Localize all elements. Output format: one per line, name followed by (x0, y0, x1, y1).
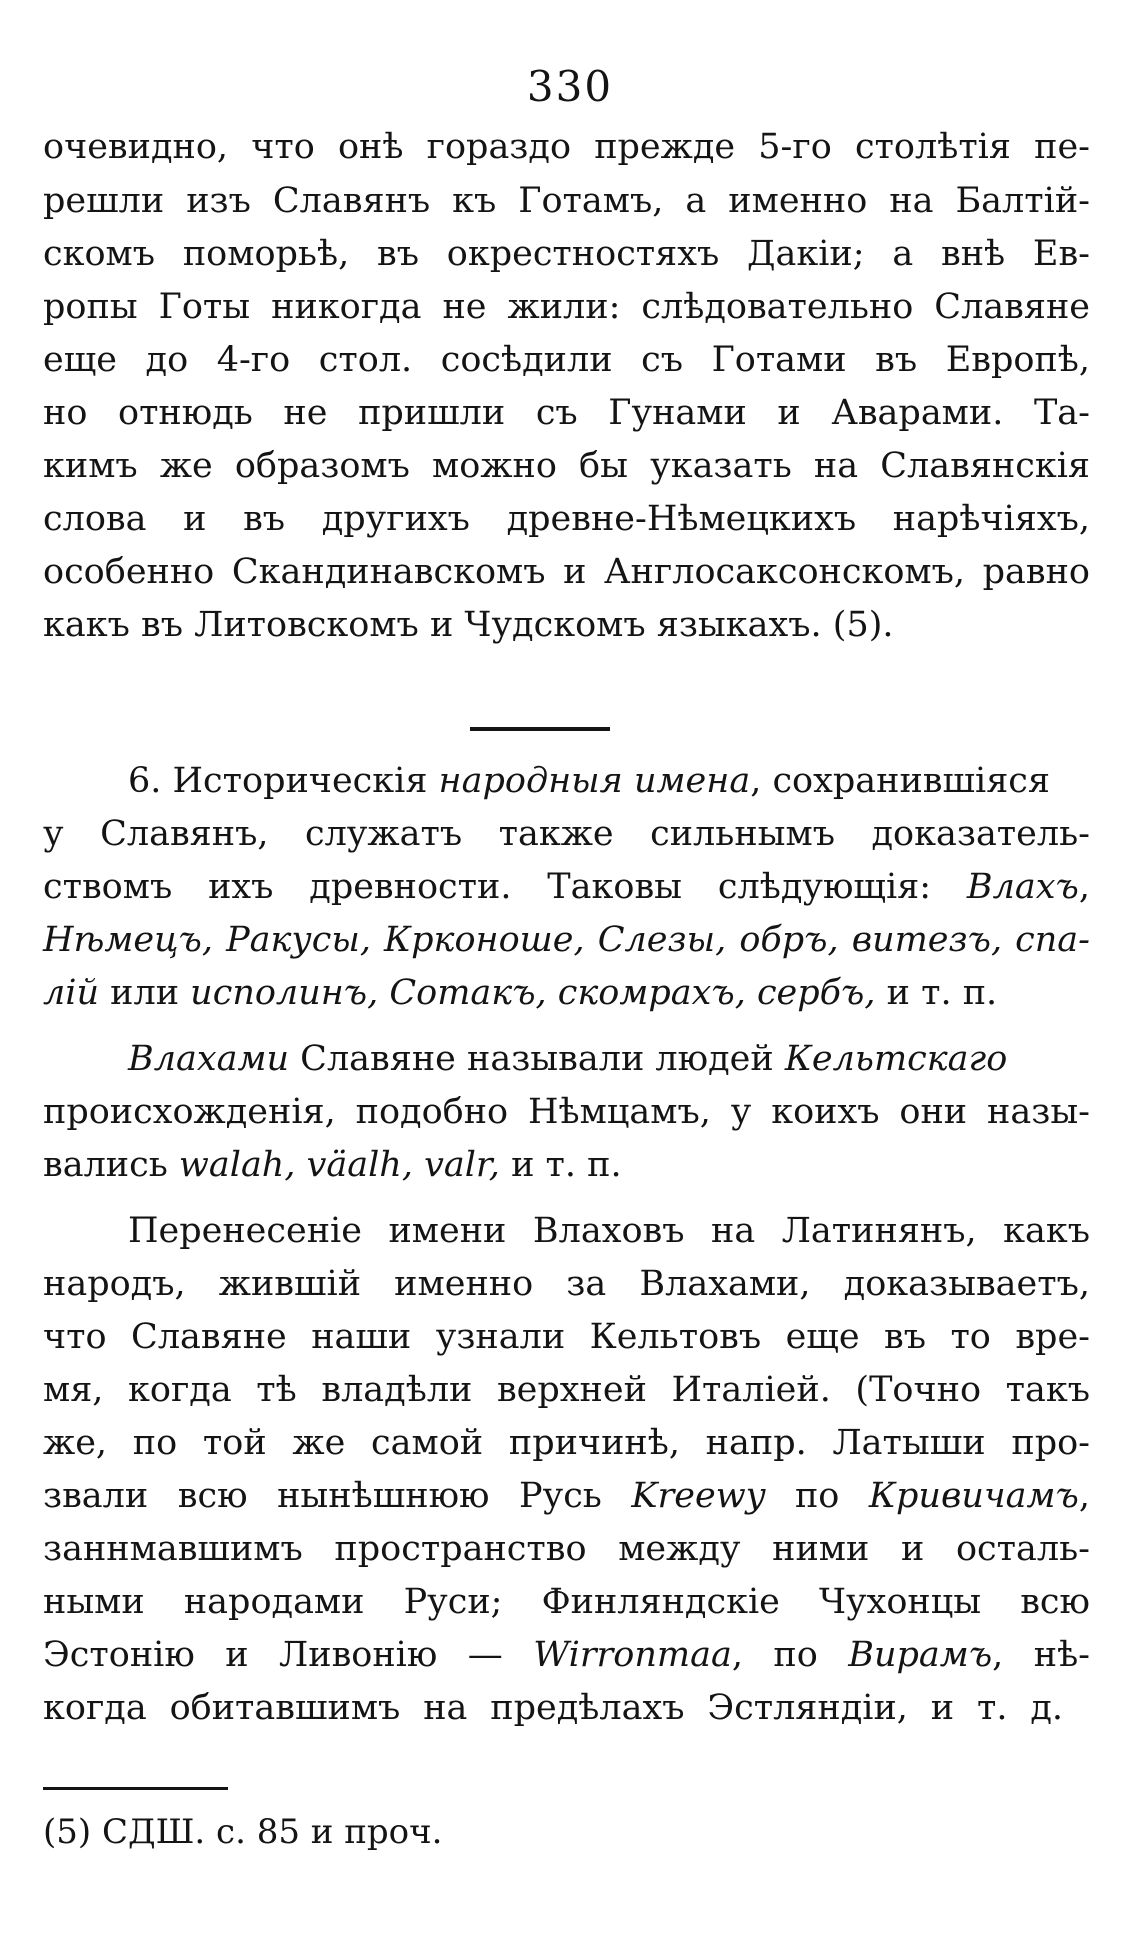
italic-term: Влахами (128, 1039, 290, 1079)
text-run: и т. п. (499, 1145, 622, 1185)
section-divider (470, 727, 610, 731)
text-run: Славяне называли людей (289, 1039, 785, 1079)
text-line: особенно Скандинавскомъ и Англосаксонскомъ, равно (43, 552, 1090, 592)
text-run: звали всю нынѣшнюю Русь (43, 1476, 632, 1516)
italic-term: лій (43, 973, 100, 1013)
footnote-divider (43, 1787, 228, 1790)
italic-term: исполинъ, Сотакъ, скомрахъ, сербъ, (190, 973, 876, 1013)
text-line: мя, когда тѣ владѣли верхней Италіей. (Точно такъ (43, 1370, 1090, 1410)
text-run: , сохранившіяся (750, 761, 1050, 801)
text-run: , (1078, 867, 1090, 907)
text-run: Эстонію и Ливонію — (43, 1635, 534, 1675)
text-line (43, 866, 1090, 908)
text-line: Перенесеніе имени Влаховъ на Латинянъ, какъ (128, 1211, 1090, 1251)
text-run: ствомъ ихъ древности. Таковы слѣдующія: (43, 867, 967, 907)
text-run: , по (731, 1635, 849, 1675)
footnote: (5) СДШ. с. 85 и проч. (43, 1812, 443, 1852)
text-line: ными народами Руси; Финляндскіе Чухонцы всю (43, 1582, 1090, 1622)
text-run: и т. п. (875, 973, 998, 1013)
text-line: ропы Готы никогда не жили: слѣдовательно Славяне (43, 287, 1090, 327)
italic-term: Kreewy (631, 1476, 766, 1516)
text-line: когда обитавшимъ на предѣлахъ Эстляндіи, и т. д. (43, 1688, 1063, 1728)
text-run: , (1078, 1476, 1090, 1516)
section-lead: 6. Историческія (128, 761, 439, 801)
text-line: Нѣмецъ, Ракусы, Крконоше, Слезы, обръ, витезъ, спа- (43, 920, 1090, 960)
text-line: заннмавшимъ пространство между ними и осталь- (43, 1529, 1090, 1569)
text-line (128, 1038, 1007, 1080)
text-line: но отнюдь не пришли съ Гунами и Аварами. Та- (43, 393, 1090, 433)
text-line: у Славянъ, служатъ также сильнымъ доказатель- (43, 814, 1090, 854)
text-line: слова и въ другихъ древне-Нѣмецкихъ нарѣчіяхъ, (43, 499, 1090, 539)
text-line: же, по той же самой причинѣ, напр. Латыши про- (43, 1423, 1090, 1463)
page-number: 330 (526, 62, 614, 111)
text-line (43, 1634, 1090, 1676)
italic-term: Wirronmaa (533, 1635, 732, 1675)
text-line (43, 1475, 1090, 1517)
text-line: еще до 4-го стол. сосѣдили съ Готами въ Европѣ, (43, 340, 1090, 380)
text-line (43, 1144, 622, 1186)
italic-term: Влахъ (966, 867, 1079, 907)
text-line: решли изъ Славянъ къ Готамъ, а именно на Балтій- (43, 181, 1090, 221)
text-line (43, 972, 997, 1014)
text-run: или (99, 973, 191, 1013)
italic-term: Кельтскаго (784, 1039, 1008, 1079)
italic-term: народныя имена (438, 761, 751, 801)
text-line: народъ, жившій именно за Влахами, доказываетъ, (43, 1264, 1090, 1304)
text-line: что Славяне наши узнали Кельтовъ еще въ то вре- (43, 1317, 1090, 1357)
text-line: какъ въ Литовскомъ и Чудскомъ языкахъ. (5). (43, 605, 894, 645)
text-line: происхожденія, подобно Нѣмцамъ, у коихъ они назы- (43, 1092, 1090, 1132)
text-line: скомъ поморьѣ, въ окрестностяхъ Дакіи; а внѣ Ев- (43, 234, 1090, 274)
text-line (128, 760, 1050, 802)
text-run: вались (43, 1145, 179, 1185)
italic-term: walah, väalh, valr, (178, 1145, 500, 1185)
text-line: очевидно, что онѣ гораздо прежде 5-го столѣтія пе- (43, 127, 1090, 167)
text-line: кимъ же образомъ можно бы указать на Славянскія (43, 446, 1090, 486)
text-run: по (765, 1476, 869, 1516)
italic-term: Вирамъ (848, 1635, 993, 1675)
italic-term: Кривичамъ (868, 1476, 1079, 1516)
text-run: , нѣ- (992, 1635, 1090, 1675)
